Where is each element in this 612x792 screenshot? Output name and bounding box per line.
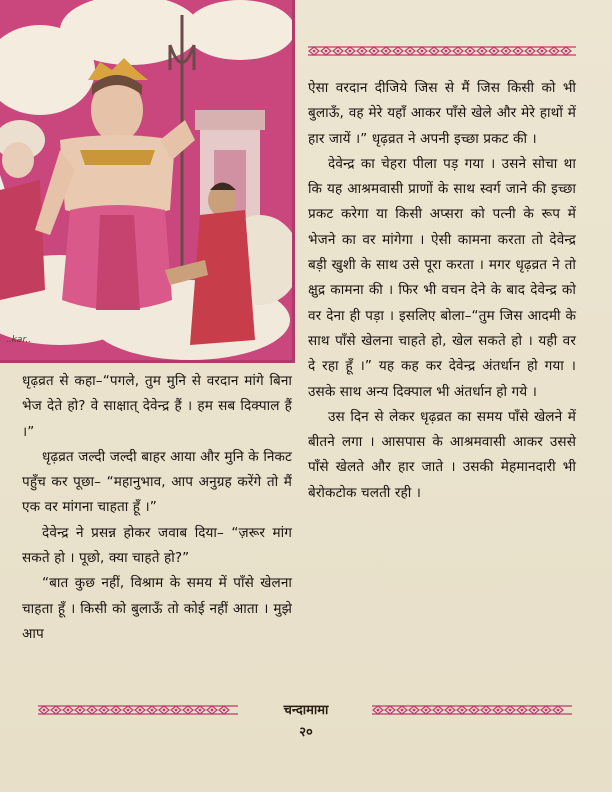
ornament-dot	[397, 50, 400, 53]
ornament-dot	[385, 50, 388, 53]
paragraph: देवेन्द्र का चेहरा पीला पड़ गया । उसने सोचा था कि यह आश्रमवासी प्राणों के साथ स्वर्ग जाने की इच्छा प्रकट करेगा या किसी अप्सरा को पत्नी के रूप में भेजने का वर मांगेगा । ऐसी कामना करता तो देवेन्द्र बड़ी खुशी के साथ उसे पूरा करता । मगर धृढ़व्रत ने तो क्षुद्र कामना की । फिर भी वचन देने के बाद देवेन्द्र को वर देना ही पड़ा । इसलिए बोला–“तुम जिस आदमी के साथ पाँसे खेलना चाहते हो, खेल सकते हो । यही वर दे रहा हूँ ।” यह कह कर देवेन्द्र अंतर्धान हो गया । उसके साथ अन्य दिक्पाल भी अंतर्धान हो गये ।	[308, 155, 576, 400]
illustration-art	[0, 0, 292, 360]
ornament-dot	[433, 50, 436, 53]
ornament-dot	[445, 50, 448, 53]
ornament-dot	[409, 50, 412, 53]
artist-signature: ..kar..	[6, 335, 32, 345]
ornament-dot	[457, 50, 460, 53]
page-number: २०	[299, 725, 313, 740]
ornament-dot	[361, 50, 364, 53]
ornament-dot	[481, 50, 484, 53]
ornament-dot	[469, 50, 472, 53]
paragraph: देवेन्द्र ने प्रसन्न होकर जवाब दिया– “ज़रूर मांग सकते हो । पूछो, क्या चाहते हो?”	[22, 524, 292, 567]
ornament-dot	[421, 50, 424, 53]
magazine-name: चन्दामामा	[283, 703, 329, 718]
story-illustration	[0, 0, 295, 363]
ornament-dot	[349, 50, 352, 53]
ornament-dot	[565, 50, 568, 53]
paragraph: “बात कुछ नहीं, विश्राम के समय में पाँसे खेलना चाहता हूँ । किसी को बुलाऊँ तो कोई नहीं आता । मुझे आप	[22, 575, 292, 642]
ornament-dot	[325, 50, 328, 53]
right-text-column	[308, 76, 576, 506]
ornament-dot	[517, 50, 520, 53]
ornament-dot	[313, 50, 316, 53]
top-ornament-border	[308, 44, 576, 58]
paragraph: धृढ़व्रत से कहा–“पगले, तुम मुनि से वरदान मांगे बिना भेज देते हो? वे साक्षात् देवेन्द्र हैं । हम सब दिक्पाल हैं ।”	[22, 373, 292, 440]
paragraph: उस दिन से लेकर धृढ़व्रत का समय पाँसे खेलने में बीतने लगा । आसपास के आश्रमवासी आकर उससे पाँसे खेलते और हार जाते । उसकी मेहमानदारी भी बेरोकटोक चलती रही ।	[308, 408, 576, 501]
ornament-dot	[493, 50, 496, 53]
ornament-dot	[373, 50, 376, 53]
ornament-dot	[337, 50, 340, 53]
ornament-dot	[529, 50, 532, 53]
ornament-dot	[541, 50, 544, 53]
ornament-dot	[505, 50, 508, 53]
ornament-dot	[553, 50, 556, 53]
paragraph: ऐसा वरदान दीजिये जिस से मैं जिस किसी को भी बुलाऊँ, वह मेरे यहाँ आकर पाँसे खेले और मेरे हाथों में हार जायें ।” धृढ़व्रत ने अपनी इच्छा प्रकट की ।	[308, 80, 576, 147]
left-text-column	[22, 369, 292, 647]
paragraph: धृढ़व्रत जल्दी जल्दी बाहर आया और मुनि के निकट पहुँच कर पूछा– “महानुभाव, आप अनुग्रह करेंगे तो मैं एक वर मांगना चाहता हूँ ।”	[22, 448, 292, 516]
